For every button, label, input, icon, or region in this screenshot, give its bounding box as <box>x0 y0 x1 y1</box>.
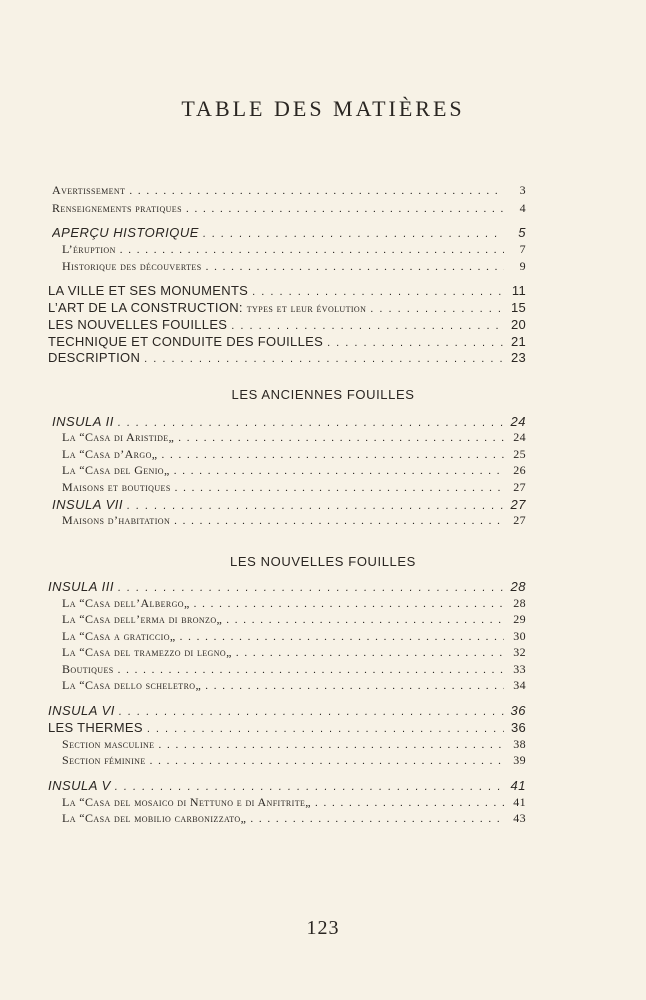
leader-dots <box>205 680 504 692</box>
toc-entry-section-feminine[interactable] <box>62 753 526 768</box>
leader-dots <box>315 797 504 809</box>
toc-label: DESCRIPTION <box>48 350 141 365</box>
toc-page-number: 39 <box>513 753 526 767</box>
leader-dots <box>250 813 504 825</box>
leader-dots <box>236 647 504 659</box>
toc-page-number: 38 <box>513 737 526 751</box>
leader-dots <box>186 203 504 215</box>
leader-dots <box>115 781 504 793</box>
toc-page-number: 27 <box>513 513 526 527</box>
toc-page-number: 27 <box>513 480 526 494</box>
toc-entry-historique-decouvertes[interactable] <box>62 259 526 274</box>
toc-label: LES THERMES <box>48 720 143 735</box>
toc-label: La “Casa dell’erma di bronzo„ <box>62 612 223 626</box>
toc-page-number: 29 <box>513 612 526 626</box>
leader-dots <box>162 449 505 461</box>
toc-entry-casa-genio[interactable] <box>62 463 526 478</box>
leader-dots <box>180 631 504 643</box>
toc-label: INSULA VII <box>52 497 123 512</box>
toc-page-number: 26 <box>513 463 526 477</box>
toc-page-number: 30 <box>513 629 526 643</box>
toc-label: La “Casa del Genio„ <box>62 463 170 477</box>
toc-label: Historique des découvertes <box>62 259 202 273</box>
leader-dots <box>174 465 504 477</box>
leader-dots <box>252 286 504 298</box>
toc-page-number: 15 <box>510 300 526 315</box>
toc-label: INSULA II <box>52 414 114 429</box>
toc-label: TECHNIQUE ET CONDUITE DES FOUILLES <box>48 334 324 349</box>
toc-entry-insula-vi[interactable] <box>48 703 526 718</box>
toc-entry-boutiques[interactable] <box>62 662 526 677</box>
section-heading-anciennes: LES ANCIENNES FOUILLES <box>231 387 415 402</box>
toc-page-number: 21 <box>510 334 526 349</box>
leader-dots <box>231 320 504 332</box>
toc-page-number: 24 <box>510 414 526 429</box>
leader-dots <box>226 614 504 626</box>
toc-entry-art-construction[interactable] <box>48 300 526 316</box>
toc-entry-casa-tramezzo[interactable] <box>62 645 526 660</box>
toc-page-number: 41 <box>513 795 526 809</box>
leader-dots <box>178 432 504 444</box>
toc-entry-casa-scheletro[interactable] <box>62 678 526 693</box>
leader-dots <box>120 244 504 256</box>
toc-page-number: 23 <box>510 350 526 365</box>
toc-page-number: 7 <box>519 242 526 256</box>
toc-entry-nouvelles-fouilles[interactable] <box>48 317 526 332</box>
leader-dots <box>127 500 504 512</box>
toc-page-number: 24 <box>513 430 526 444</box>
leader-dots <box>327 337 504 349</box>
toc-page-number: 4 <box>519 201 526 215</box>
toc-entry-insula-ii[interactable] <box>52 414 526 429</box>
toc-label: La “Casa del tramezzo di legno„ <box>62 645 232 659</box>
leader-dots <box>174 515 504 527</box>
toc-label: LA VILLE ET SES MONUMENTS <box>48 283 249 298</box>
toc-entry-casa-albergo[interactable] <box>62 596 526 611</box>
toc-page-number: 36 <box>510 703 526 718</box>
toc-label: INSULA VI <box>48 703 115 718</box>
toc-label: La “Casa di Aristide„ <box>62 430 175 444</box>
page-number: 123 <box>306 917 340 939</box>
toc-page-number: 34 <box>513 678 526 692</box>
leader-dots <box>175 482 504 494</box>
toc-page-number: 43 <box>513 811 526 825</box>
leader-dots <box>119 706 504 718</box>
toc-entry-casa-mosaico[interactable] <box>62 795 526 810</box>
toc-page-number: 5 <box>518 225 526 240</box>
toc-label: Section masculine <box>62 737 155 751</box>
toc-label: La “Casa d’Argo„ <box>62 447 158 461</box>
section-heading-nouvelles: LES NOUVELLES FOUILLES <box>230 554 416 569</box>
toc-label: La “Casa del mobilio carbonizzato„ <box>62 811 247 825</box>
toc-label: Avertissement <box>52 183 126 197</box>
toc-page-number: 3 <box>519 183 526 197</box>
toc-page-number: 28 <box>510 579 526 594</box>
toc-label: La “Casa a graticcio„ <box>62 629 176 643</box>
leader-dots <box>118 417 504 429</box>
toc-page-number: 27 <box>510 497 526 512</box>
toc-entry-casa-graticcio[interactable] <box>62 629 526 644</box>
leader-dots <box>118 664 504 676</box>
page-title: TABLE DES MATIÈRES <box>181 96 465 121</box>
toc-entry-casa-aristide[interactable] <box>62 430 526 445</box>
leader-dots <box>129 185 504 197</box>
toc-entry-maisons-habitation[interactable] <box>62 513 526 528</box>
toc-label: INSULA III <box>48 579 114 594</box>
toc-page-number: 36 <box>510 720 526 735</box>
toc-entry-insula-vii[interactable] <box>52 497 526 512</box>
leader-dots <box>150 755 504 767</box>
toc-label: APERÇU HISTORIQUE <box>52 225 199 240</box>
toc-entry-maisons-boutiques[interactable] <box>62 480 526 495</box>
leader-dots <box>158 739 504 751</box>
leader-dots <box>147 723 504 735</box>
toc-label: La “Casa del mosaico di Nettuno e di Anfitrite„ <box>62 795 311 809</box>
toc-page-number: 25 <box>513 447 526 461</box>
toc-entry-section-masculine[interactable] <box>62 737 526 752</box>
toc-label: Section féminine <box>62 753 146 767</box>
toc-label: Maisons d’habitation <box>62 513 171 527</box>
toc-entry-casa-erma-bronzo[interactable] <box>62 612 526 627</box>
toc-page-number: 41 <box>510 778 526 793</box>
toc-label-main: L’ART DE LA CONSTRUCTION: <box>48 300 243 315</box>
toc-page-number: 20 <box>510 317 526 332</box>
toc-entry-insula-iii[interactable] <box>48 579 526 594</box>
toc-entry-casa-mobilio[interactable] <box>62 811 526 826</box>
leader-dots <box>118 582 504 594</box>
toc-label: Boutiques <box>62 662 114 676</box>
toc-label: INSULA V <box>48 778 111 793</box>
toc-entry-description[interactable] <box>48 350 526 365</box>
toc-label: La “Casa dell’Albergo„ <box>62 596 190 610</box>
leader-dots <box>203 228 504 240</box>
toc-label <box>48 300 366 316</box>
toc-page-number: 33 <box>513 662 526 676</box>
toc-entry-casa-argo[interactable] <box>62 447 526 462</box>
leader-dots <box>206 261 504 273</box>
toc-page-number: 32 <box>513 645 526 659</box>
toc-entry-thermes[interactable] <box>48 720 526 735</box>
toc-label-sub: types et leur évolution <box>246 301 367 315</box>
toc-entry-renseignements[interactable] <box>52 201 526 216</box>
toc-label: Renseignements pratiques <box>52 201 182 215</box>
toc-entry-ville-monuments[interactable] <box>48 283 526 298</box>
toc-label: Maisons et boutiques <box>62 480 171 494</box>
toc-page-number: 11 <box>511 283 526 298</box>
toc-label: La “Casa dello scheletro„ <box>62 678 202 692</box>
leader-dots <box>144 353 504 365</box>
toc-entry-eruption[interactable] <box>62 242 526 257</box>
toc-page-number: 28 <box>513 596 526 610</box>
toc-entry-technique[interactable] <box>48 334 526 349</box>
leader-dots <box>370 303 504 315</box>
toc-entry-insula-v[interactable] <box>48 778 526 793</box>
toc-page-number: 9 <box>519 259 526 273</box>
toc-label: LES NOUVELLES FOUILLES <box>48 317 228 332</box>
toc-entry-avertissement[interactable] <box>52 183 526 198</box>
leader-dots <box>194 598 504 610</box>
toc-label: L’éruption <box>62 242 116 256</box>
toc-entry-apercu-historique[interactable] <box>52 225 526 240</box>
